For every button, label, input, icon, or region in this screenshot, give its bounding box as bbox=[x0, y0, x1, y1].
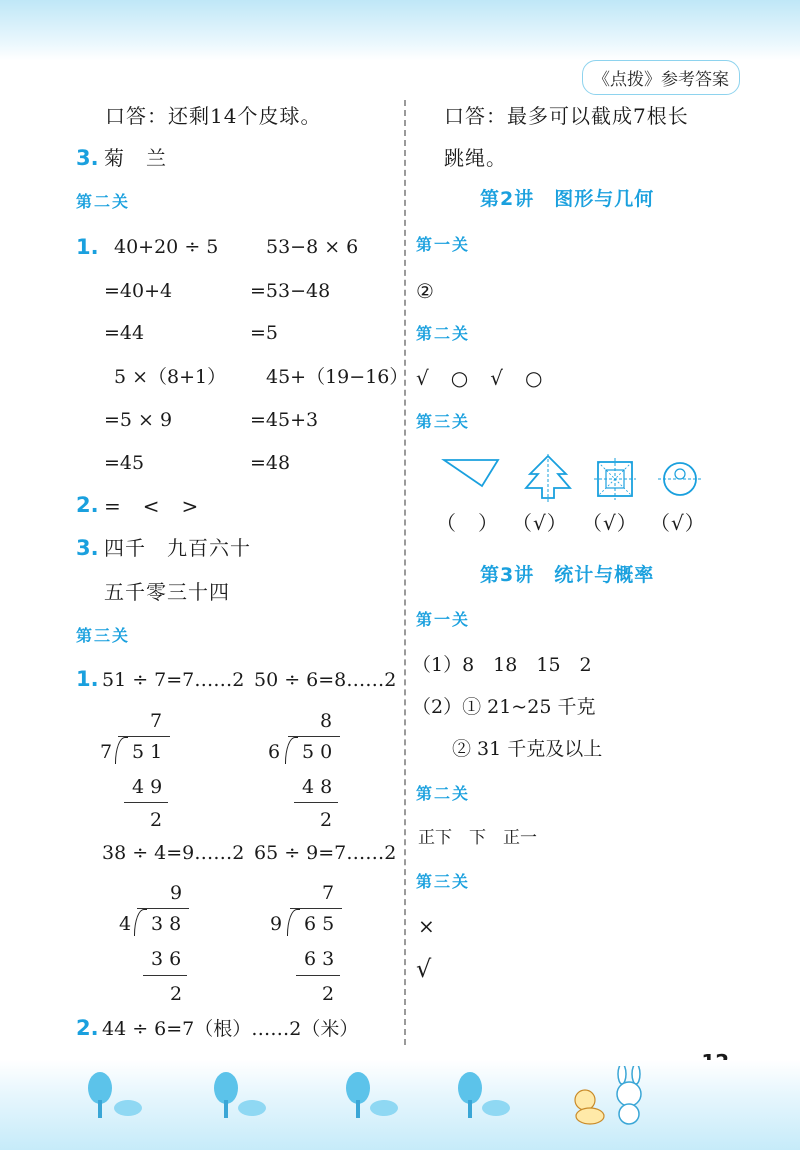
number-words: 四千 九百六十 bbox=[104, 536, 251, 560]
division-equation: 50 ÷ 6=8……2 bbox=[254, 669, 397, 691]
division-bracket bbox=[115, 737, 128, 764]
tree-icon bbox=[458, 1072, 510, 1118]
circle-shape-icon bbox=[658, 463, 702, 495]
quotient: 9 bbox=[170, 882, 183, 904]
question-number: 2. bbox=[76, 493, 99, 517]
lecture-heading-statistics: 第3讲 统计与概率 bbox=[480, 564, 655, 586]
expression-result: =5 bbox=[250, 322, 279, 344]
square-pattern-shape-icon bbox=[594, 458, 636, 500]
header-title: 《点拨》参考答案 bbox=[582, 60, 740, 95]
division-bracket bbox=[134, 909, 147, 936]
question-number: 2. bbox=[76, 1016, 99, 1040]
judgement-answer: √ bbox=[416, 955, 433, 983]
question-number: 3. bbox=[76, 146, 99, 170]
shape-answer: （√） bbox=[512, 511, 568, 535]
question-number: 1. bbox=[76, 667, 99, 691]
remainder: 2 bbox=[320, 809, 333, 831]
stats-answer-row: （1）8 18 15 2 bbox=[412, 654, 592, 676]
symmetry-shapes bbox=[438, 454, 738, 504]
tree-icon bbox=[346, 1072, 398, 1118]
remainder: 2 bbox=[150, 809, 163, 831]
division-equation: 38 ÷ 4=9……2 bbox=[102, 842, 245, 864]
division-with-units: 44 ÷ 6=7（根）……2（米） bbox=[102, 1018, 359, 1040]
level-heading-2: 第二关 bbox=[76, 192, 131, 211]
level-heading-2: 第二关 bbox=[416, 324, 471, 343]
number-words: 五千零三十四 bbox=[104, 580, 230, 604]
expression: 5 ×（8+1） bbox=[114, 366, 227, 388]
shape-answer: （√） bbox=[582, 511, 638, 535]
divisor: 9 bbox=[270, 913, 283, 935]
subtraction-line bbox=[143, 975, 187, 976]
remainder: 2 bbox=[170, 983, 183, 1005]
dividend: 5 1 bbox=[132, 741, 163, 763]
answer-line: 跳绳。 bbox=[444, 146, 507, 170]
expression-step: =53−48 bbox=[250, 280, 331, 302]
expression-step: =40+4 bbox=[104, 280, 173, 302]
top-decoration-band bbox=[0, 0, 800, 60]
dog-icon bbox=[575, 1090, 604, 1124]
tree-arrow-shape-icon bbox=[526, 454, 570, 502]
expression-result: =45 bbox=[104, 452, 145, 474]
dividend: 3 8 bbox=[151, 913, 182, 935]
product: 6 3 bbox=[304, 948, 335, 970]
expression-step: =5 × 9 bbox=[104, 409, 173, 431]
divisor: 6 bbox=[268, 741, 281, 763]
level-heading-3: 第三关 bbox=[416, 872, 471, 891]
division-bracket bbox=[285, 737, 298, 764]
expression-result: =48 bbox=[250, 452, 291, 474]
divisor: 4 bbox=[119, 913, 132, 935]
division-bracket bbox=[287, 909, 300, 936]
comparison-answer: = < > bbox=[104, 494, 200, 518]
expression: 45+（19−16） bbox=[266, 366, 409, 388]
level-heading-2: 第二关 bbox=[416, 784, 471, 803]
level-heading-3: 第三关 bbox=[76, 626, 131, 645]
stats-answer-row: ② 31 千克及以上 bbox=[452, 738, 603, 760]
quotient: 7 bbox=[150, 710, 163, 732]
quotient: 8 bbox=[320, 710, 333, 732]
tree-icon bbox=[214, 1072, 266, 1118]
judgement-answers: √ ○ √ ○ bbox=[416, 366, 544, 390]
triangle-shape-icon bbox=[444, 460, 498, 486]
dividend: 5 0 bbox=[302, 741, 333, 763]
choice-answer: ② bbox=[416, 279, 435, 303]
stats-answer-row: （2）① 21~25 千克 bbox=[412, 696, 596, 718]
subtraction-line bbox=[294, 802, 338, 803]
shape-answer: （√） bbox=[650, 511, 706, 535]
bunny-icon bbox=[617, 1066, 641, 1124]
question-number: 1. bbox=[76, 235, 99, 259]
lecture-heading-geometry: 第2讲 图形与几何 bbox=[480, 188, 655, 210]
answer-text: 菊 兰 bbox=[104, 146, 167, 170]
tally-answer: 正下 下 正一 bbox=[418, 828, 537, 848]
expression: 53−8 × 6 bbox=[266, 236, 359, 258]
answer-line: 口答：最多可以截成7根长 bbox=[444, 104, 689, 128]
product: 4 9 bbox=[132, 776, 163, 798]
level-heading-3: 第三关 bbox=[416, 412, 471, 431]
remainder: 2 bbox=[322, 983, 335, 1005]
judgement-answer: × bbox=[418, 914, 436, 938]
dividend: 6 5 bbox=[304, 913, 335, 935]
expression: 40+20 ÷ 5 bbox=[114, 236, 219, 258]
quotient: 7 bbox=[322, 882, 335, 904]
answer-remaining-balls: 口答：还剩14个皮球。 bbox=[105, 104, 322, 128]
decorative-trees-illustration bbox=[80, 1066, 680, 1130]
subtraction-line bbox=[296, 975, 340, 976]
expression-result: =44 bbox=[104, 322, 145, 344]
shape-answer: （ ） bbox=[436, 511, 499, 535]
expression-step: =45+3 bbox=[250, 409, 319, 431]
product: 4 8 bbox=[302, 776, 333, 798]
level-heading-1: 第一关 bbox=[416, 235, 471, 254]
question-number: 3. bbox=[76, 536, 99, 560]
divisor: 7 bbox=[100, 741, 113, 763]
division-equation: 51 ÷ 7=7……2 bbox=[102, 669, 245, 691]
subtraction-line bbox=[124, 802, 168, 803]
product: 3 6 bbox=[151, 948, 182, 970]
tree-icon bbox=[88, 1072, 142, 1118]
level-heading-1: 第一关 bbox=[416, 610, 471, 629]
column-divider bbox=[404, 100, 406, 1045]
division-equation: 65 ÷ 9=7……2 bbox=[254, 842, 397, 864]
